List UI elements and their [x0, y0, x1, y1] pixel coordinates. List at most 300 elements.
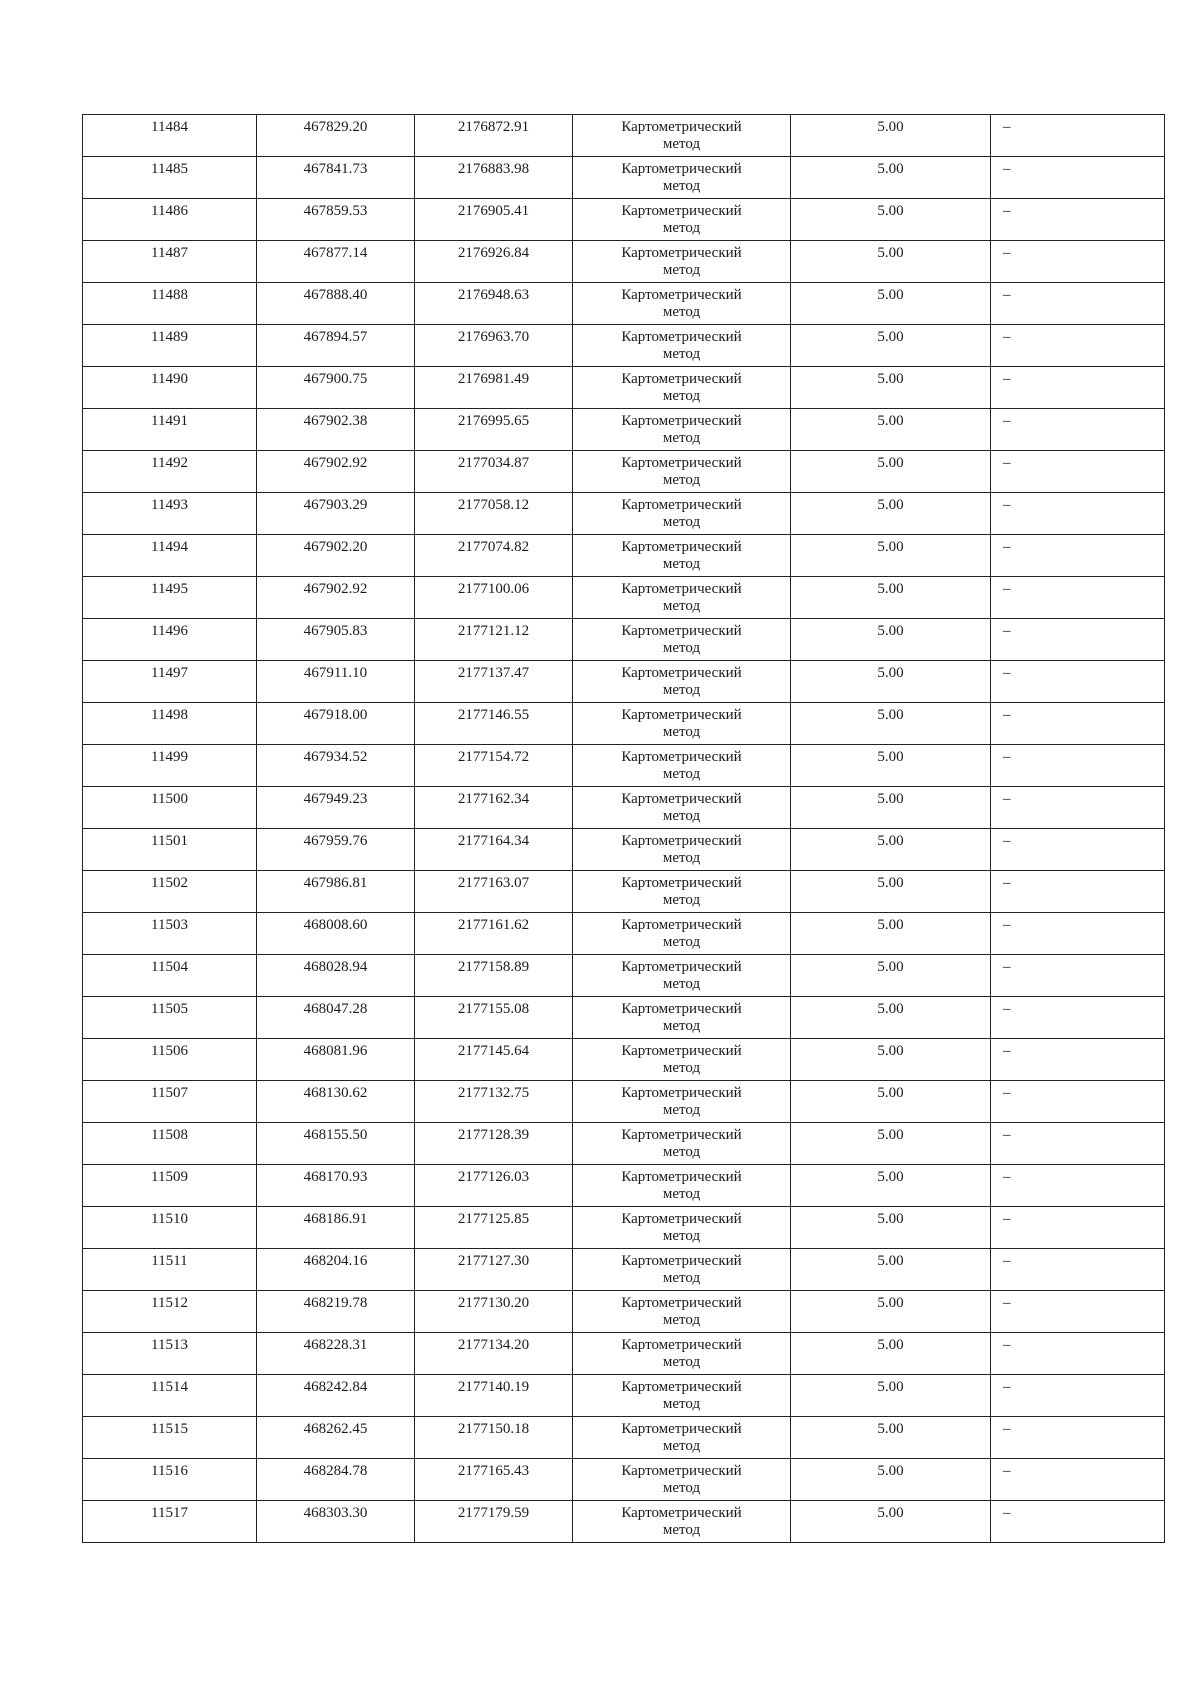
method-line-1: Картометрический: [621, 329, 742, 345]
accuracy-cell: 5.00: [791, 367, 991, 409]
x-coordinate-cell: 467959.76: [257, 829, 415, 871]
method-line-2: метод: [662, 892, 701, 908]
x-coordinate-cell: 467911.10: [257, 661, 415, 703]
method-line-2: метод: [662, 388, 701, 404]
point-number-cell: 11487: [83, 241, 257, 283]
table-row: [83, 199, 1165, 241]
method-line-2: метод: [662, 472, 701, 488]
accuracy-cell: 5.00: [791, 1039, 991, 1081]
y-coordinate-cell: 2177127.30: [415, 1249, 573, 1291]
x-coordinate-cell: 467918.00: [257, 703, 415, 745]
x-coordinate-cell: 468170.93: [257, 1165, 415, 1207]
method-line-2: метод: [662, 1102, 701, 1118]
method-line-2: метод: [662, 1312, 701, 1328]
y-coordinate-cell: 2176905.41: [415, 199, 573, 241]
method-cell: [573, 1291, 791, 1333]
y-coordinate-cell: 2177134.20: [415, 1333, 573, 1375]
table-row: [83, 1333, 1165, 1375]
x-coordinate-cell: 468262.45: [257, 1417, 415, 1459]
method-line-1: Картометрический: [621, 539, 742, 555]
x-coordinate-cell: 467859.53: [257, 199, 415, 241]
accuracy-cell: 5.00: [791, 1375, 991, 1417]
accuracy-cell: 5.00: [791, 787, 991, 829]
method-line-2: метод: [662, 1228, 701, 1244]
table-row: [83, 493, 1165, 535]
method-line-1: Картометрический: [621, 581, 742, 597]
y-coordinate-cell: 2176981.49: [415, 367, 573, 409]
method-cell: [573, 829, 791, 871]
point-number-cell: 11512: [83, 1291, 257, 1333]
accuracy-cell: 5.00: [791, 997, 991, 1039]
method-line-1: Картометрический: [621, 1253, 742, 1269]
table-row: [83, 1207, 1165, 1249]
method-line-2: метод: [662, 1186, 701, 1202]
point-number-cell: 11510: [83, 1207, 257, 1249]
method-line-1: Картометрический: [621, 1463, 742, 1479]
y-coordinate-cell: 2177130.20: [415, 1291, 573, 1333]
y-coordinate-cell: 2177137.47: [415, 661, 573, 703]
point-number-cell: 11498: [83, 703, 257, 745]
x-coordinate-cell: 468228.31: [257, 1333, 415, 1375]
accuracy-cell: 5.00: [791, 409, 991, 451]
table-row: [83, 871, 1165, 913]
table-row: [83, 745, 1165, 787]
note-cell: –: [991, 871, 1165, 913]
method-line-1: Картометрический: [621, 917, 742, 933]
accuracy-cell: 5.00: [791, 913, 991, 955]
y-coordinate-cell: 2176963.70: [415, 325, 573, 367]
y-coordinate-cell: 2177034.87: [415, 451, 573, 493]
method-line-1: Картометрический: [621, 413, 742, 429]
y-coordinate-cell: 2177164.34: [415, 829, 573, 871]
x-coordinate-cell: 468303.30: [257, 1501, 415, 1543]
table-row: [83, 1459, 1165, 1501]
x-coordinate-cell: 467903.29: [257, 493, 415, 535]
point-number-cell: 11496: [83, 619, 257, 661]
method-line-2: метод: [662, 1018, 701, 1034]
note-cell: –: [991, 493, 1165, 535]
table-row: [83, 661, 1165, 703]
method-cell: [573, 1249, 791, 1291]
table-row: [83, 1291, 1165, 1333]
accuracy-cell: 5.00: [791, 1291, 991, 1333]
point-number-cell: 11513: [83, 1333, 257, 1375]
method-line-1: Картометрический: [621, 371, 742, 387]
x-coordinate-cell: 468204.16: [257, 1249, 415, 1291]
note-cell: –: [991, 913, 1165, 955]
table-row: [83, 241, 1165, 283]
note-cell: –: [991, 1501, 1165, 1543]
method-line-2: метод: [662, 136, 701, 152]
accuracy-cell: 5.00: [791, 577, 991, 619]
method-cell: [573, 871, 791, 913]
method-line-2: метод: [662, 514, 701, 530]
point-number-cell: 11501: [83, 829, 257, 871]
method-line-1: Картометрический: [621, 1169, 742, 1185]
note-cell: –: [991, 241, 1165, 283]
y-coordinate-cell: 2177074.82: [415, 535, 573, 577]
x-coordinate-cell: 467841.73: [257, 157, 415, 199]
note-cell: –: [991, 1333, 1165, 1375]
x-coordinate-cell: 468028.94: [257, 955, 415, 997]
method-line-2: метод: [662, 724, 701, 740]
method-line-2: метод: [662, 1354, 701, 1370]
point-number-cell: 11505: [83, 997, 257, 1039]
y-coordinate-cell: 2177140.19: [415, 1375, 573, 1417]
accuracy-cell: 5.00: [791, 619, 991, 661]
method-line-2: метод: [662, 1270, 701, 1286]
point-number-cell: 11508: [83, 1123, 257, 1165]
method-cell: [573, 199, 791, 241]
x-coordinate-cell: 468186.91: [257, 1207, 415, 1249]
note-cell: –: [991, 829, 1165, 871]
method-line-1: Картометрический: [621, 1421, 742, 1437]
table-row: [83, 1165, 1165, 1207]
method-cell: [573, 1081, 791, 1123]
method-line-2: метод: [662, 934, 701, 950]
point-number-cell: 11517: [83, 1501, 257, 1543]
point-number-cell: 11486: [83, 199, 257, 241]
table-row: [83, 1039, 1165, 1081]
method-line-2: метод: [662, 1396, 701, 1412]
accuracy-cell: 5.00: [791, 115, 991, 157]
method-line-1: Картометрический: [621, 1043, 742, 1059]
point-number-cell: 11495: [83, 577, 257, 619]
method-line-2: метод: [662, 1144, 701, 1160]
note-cell: –: [991, 157, 1165, 199]
y-coordinate-cell: 2177161.62: [415, 913, 573, 955]
point-number-cell: 11509: [83, 1165, 257, 1207]
point-number-cell: 11493: [83, 493, 257, 535]
coordinates-table: [82, 114, 1165, 1543]
method-line-1: Картометрический: [621, 455, 742, 471]
method-line-2: метод: [662, 640, 701, 656]
y-coordinate-cell: 2177165.43: [415, 1459, 573, 1501]
y-coordinate-cell: 2176872.91: [415, 115, 573, 157]
y-coordinate-cell: 2177146.55: [415, 703, 573, 745]
point-number-cell: 11514: [83, 1375, 257, 1417]
note-cell: –: [991, 325, 1165, 367]
note-cell: –: [991, 1291, 1165, 1333]
method-cell: [573, 913, 791, 955]
method-line-2: метод: [662, 976, 701, 992]
accuracy-cell: 5.00: [791, 157, 991, 199]
method-cell: [573, 535, 791, 577]
accuracy-cell: 5.00: [791, 1249, 991, 1291]
x-coordinate-cell: 467934.52: [257, 745, 415, 787]
accuracy-cell: 5.00: [791, 1207, 991, 1249]
accuracy-cell: 5.00: [791, 703, 991, 745]
method-line-1: Картометрический: [621, 1085, 742, 1101]
method-line-1: Картометрический: [621, 497, 742, 513]
accuracy-cell: 5.00: [791, 241, 991, 283]
method-line-1: Картометрический: [621, 665, 742, 681]
method-line-1: Картометрический: [621, 161, 742, 177]
note-cell: –: [991, 409, 1165, 451]
note-cell: –: [991, 199, 1165, 241]
method-cell: [573, 409, 791, 451]
x-coordinate-cell: 467902.38: [257, 409, 415, 451]
y-coordinate-cell: 2177154.72: [415, 745, 573, 787]
point-number-cell: 11489: [83, 325, 257, 367]
y-coordinate-cell: 2176883.98: [415, 157, 573, 199]
method-line-1: Картометрический: [621, 875, 742, 891]
accuracy-cell: 5.00: [791, 829, 991, 871]
method-cell: [573, 451, 791, 493]
table-row: [83, 829, 1165, 871]
x-coordinate-cell: 468008.60: [257, 913, 415, 955]
table-row: [83, 283, 1165, 325]
y-coordinate-cell: 2177158.89: [415, 955, 573, 997]
point-number-cell: 11515: [83, 1417, 257, 1459]
y-coordinate-cell: 2177163.07: [415, 871, 573, 913]
x-coordinate-cell: 468284.78: [257, 1459, 415, 1501]
table-row: [83, 913, 1165, 955]
accuracy-cell: 5.00: [791, 1417, 991, 1459]
method-cell: [573, 157, 791, 199]
y-coordinate-cell: 2177100.06: [415, 577, 573, 619]
accuracy-cell: 5.00: [791, 535, 991, 577]
method-line-2: метод: [662, 1438, 701, 1454]
method-line-1: Картометрический: [621, 1295, 742, 1311]
point-number-cell: 11488: [83, 283, 257, 325]
method-line-1: Картометрический: [621, 245, 742, 261]
x-coordinate-cell: 467877.14: [257, 241, 415, 283]
y-coordinate-cell: 2177128.39: [415, 1123, 573, 1165]
method-line-2: метод: [662, 220, 701, 236]
method-cell: [573, 1039, 791, 1081]
accuracy-cell: 5.00: [791, 199, 991, 241]
y-coordinate-cell: 2177145.64: [415, 1039, 573, 1081]
x-coordinate-cell: 467949.23: [257, 787, 415, 829]
y-coordinate-cell: 2177121.12: [415, 619, 573, 661]
table-row: [83, 703, 1165, 745]
method-line-1: Картометрический: [621, 1211, 742, 1227]
point-number-cell: 11516: [83, 1459, 257, 1501]
method-line-1: Картометрический: [621, 833, 742, 849]
y-coordinate-cell: 2177162.34: [415, 787, 573, 829]
method-line-2: метод: [662, 598, 701, 614]
method-cell: [573, 1123, 791, 1165]
method-cell: [573, 1501, 791, 1543]
x-coordinate-cell: 467900.75: [257, 367, 415, 409]
method-line-2: метод: [662, 850, 701, 866]
accuracy-cell: 5.00: [791, 325, 991, 367]
table-row: [83, 157, 1165, 199]
note-cell: –: [991, 787, 1165, 829]
coordinates-table-body: [83, 115, 1165, 1543]
y-coordinate-cell: 2177132.75: [415, 1081, 573, 1123]
method-line-1: Картометрический: [621, 707, 742, 723]
method-line-1: Картометрический: [621, 1127, 742, 1143]
table-row: [83, 955, 1165, 997]
x-coordinate-cell: 468130.62: [257, 1081, 415, 1123]
point-number-cell: 11503: [83, 913, 257, 955]
table-row: [83, 1081, 1165, 1123]
x-coordinate-cell: 467902.92: [257, 577, 415, 619]
y-coordinate-cell: 2177126.03: [415, 1165, 573, 1207]
method-cell: [573, 703, 791, 745]
point-number-cell: 11490: [83, 367, 257, 409]
accuracy-cell: 5.00: [791, 1501, 991, 1543]
method-line-1: Картометрический: [621, 1379, 742, 1395]
note-cell: –: [991, 1249, 1165, 1291]
accuracy-cell: 5.00: [791, 1165, 991, 1207]
method-line-2: метод: [662, 304, 701, 320]
x-coordinate-cell: 468242.84: [257, 1375, 415, 1417]
note-cell: –: [991, 1039, 1165, 1081]
point-number-cell: 11484: [83, 115, 257, 157]
x-coordinate-cell: 467902.20: [257, 535, 415, 577]
accuracy-cell: 5.00: [791, 1333, 991, 1375]
table-row: [83, 1417, 1165, 1459]
y-coordinate-cell: 2177150.18: [415, 1417, 573, 1459]
note-cell: –: [991, 577, 1165, 619]
table-row: [83, 619, 1165, 661]
table-row: [83, 1501, 1165, 1543]
method-cell: [573, 1375, 791, 1417]
x-coordinate-cell: 468219.78: [257, 1291, 415, 1333]
method-cell: [573, 619, 791, 661]
accuracy-cell: 5.00: [791, 1081, 991, 1123]
method-line-2: метод: [662, 1060, 701, 1076]
note-cell: –: [991, 619, 1165, 661]
note-cell: –: [991, 997, 1165, 1039]
note-cell: –: [991, 1375, 1165, 1417]
method-line-2: метод: [662, 262, 701, 278]
point-number-cell: 11500: [83, 787, 257, 829]
method-cell: [573, 997, 791, 1039]
table-row: [83, 535, 1165, 577]
method-cell: [573, 1333, 791, 1375]
point-number-cell: 11506: [83, 1039, 257, 1081]
method-line-2: метод: [662, 682, 701, 698]
note-cell: –: [991, 745, 1165, 787]
point-number-cell: 11494: [83, 535, 257, 577]
note-cell: –: [991, 451, 1165, 493]
y-coordinate-cell: 2176926.84: [415, 241, 573, 283]
point-number-cell: 11504: [83, 955, 257, 997]
accuracy-cell: 5.00: [791, 451, 991, 493]
table-row: [83, 787, 1165, 829]
x-coordinate-cell: 468047.28: [257, 997, 415, 1039]
x-coordinate-cell: 467894.57: [257, 325, 415, 367]
note-cell: –: [991, 1459, 1165, 1501]
accuracy-cell: 5.00: [791, 955, 991, 997]
accuracy-cell: 5.00: [791, 283, 991, 325]
method-cell: [573, 1459, 791, 1501]
note-cell: –: [991, 703, 1165, 745]
x-coordinate-cell: 468081.96: [257, 1039, 415, 1081]
method-line-1: Картометрический: [621, 959, 742, 975]
y-coordinate-cell: 2176995.65: [415, 409, 573, 451]
method-cell: [573, 115, 791, 157]
point-number-cell: 11507: [83, 1081, 257, 1123]
y-coordinate-cell: 2177125.85: [415, 1207, 573, 1249]
table-row: [83, 997, 1165, 1039]
method-cell: [573, 787, 791, 829]
point-number-cell: 11497: [83, 661, 257, 703]
x-coordinate-cell: 468155.50: [257, 1123, 415, 1165]
method-line-2: метод: [662, 430, 701, 446]
y-coordinate-cell: 2177058.12: [415, 493, 573, 535]
method-line-1: Картометрический: [621, 749, 742, 765]
method-line-1: Картометрический: [621, 119, 742, 135]
note-cell: –: [991, 115, 1165, 157]
accuracy-cell: 5.00: [791, 661, 991, 703]
method-line-1: Картометрический: [621, 791, 742, 807]
method-cell: [573, 325, 791, 367]
method-cell: [573, 1417, 791, 1459]
table-row: [83, 1249, 1165, 1291]
note-cell: –: [991, 661, 1165, 703]
point-number-cell: 11499: [83, 745, 257, 787]
method-line-2: метод: [662, 808, 701, 824]
note-cell: –: [991, 1165, 1165, 1207]
method-line-2: метод: [662, 766, 701, 782]
point-number-cell: 11491: [83, 409, 257, 451]
point-number-cell: 11502: [83, 871, 257, 913]
method-line-2: метод: [662, 346, 701, 362]
method-line-2: метод: [662, 1480, 701, 1496]
table-row: [83, 367, 1165, 409]
method-cell: [573, 577, 791, 619]
y-coordinate-cell: 2177179.59: [415, 1501, 573, 1543]
method-line-1: Картометрический: [621, 1001, 742, 1017]
method-line-2: метод: [662, 556, 701, 572]
method-cell: [573, 493, 791, 535]
table-row: [83, 325, 1165, 367]
note-cell: –: [991, 955, 1165, 997]
method-cell: [573, 367, 791, 409]
point-number-cell: 11485: [83, 157, 257, 199]
table-row: [83, 577, 1165, 619]
accuracy-cell: 5.00: [791, 745, 991, 787]
method-line-2: метод: [662, 1522, 701, 1538]
method-line-2: метод: [662, 178, 701, 194]
table-row: [83, 1375, 1165, 1417]
table-row: [83, 115, 1165, 157]
method-line-1: Картометрический: [621, 203, 742, 219]
note-cell: –: [991, 1123, 1165, 1165]
method-cell: [573, 1207, 791, 1249]
point-number-cell: 11492: [83, 451, 257, 493]
method-line-1: Картометрический: [621, 287, 742, 303]
accuracy-cell: 5.00: [791, 1123, 991, 1165]
y-coordinate-cell: 2176948.63: [415, 283, 573, 325]
accuracy-cell: 5.00: [791, 493, 991, 535]
point-number-cell: 11511: [83, 1249, 257, 1291]
table-row: [83, 451, 1165, 493]
accuracy-cell: 5.00: [791, 871, 991, 913]
x-coordinate-cell: 467905.83: [257, 619, 415, 661]
note-cell: –: [991, 1207, 1165, 1249]
method-line-1: Картометрический: [621, 623, 742, 639]
note-cell: –: [991, 535, 1165, 577]
x-coordinate-cell: 467829.20: [257, 115, 415, 157]
x-coordinate-cell: 467888.40: [257, 283, 415, 325]
x-coordinate-cell: 467986.81: [257, 871, 415, 913]
method-line-1: Картометрический: [621, 1505, 742, 1521]
accuracy-cell: 5.00: [791, 1459, 991, 1501]
note-cell: –: [991, 367, 1165, 409]
method-cell: [573, 955, 791, 997]
note-cell: –: [991, 1081, 1165, 1123]
note-cell: –: [991, 283, 1165, 325]
table-row: [83, 1123, 1165, 1165]
y-coordinate-cell: 2177155.08: [415, 997, 573, 1039]
method-cell: [573, 745, 791, 787]
